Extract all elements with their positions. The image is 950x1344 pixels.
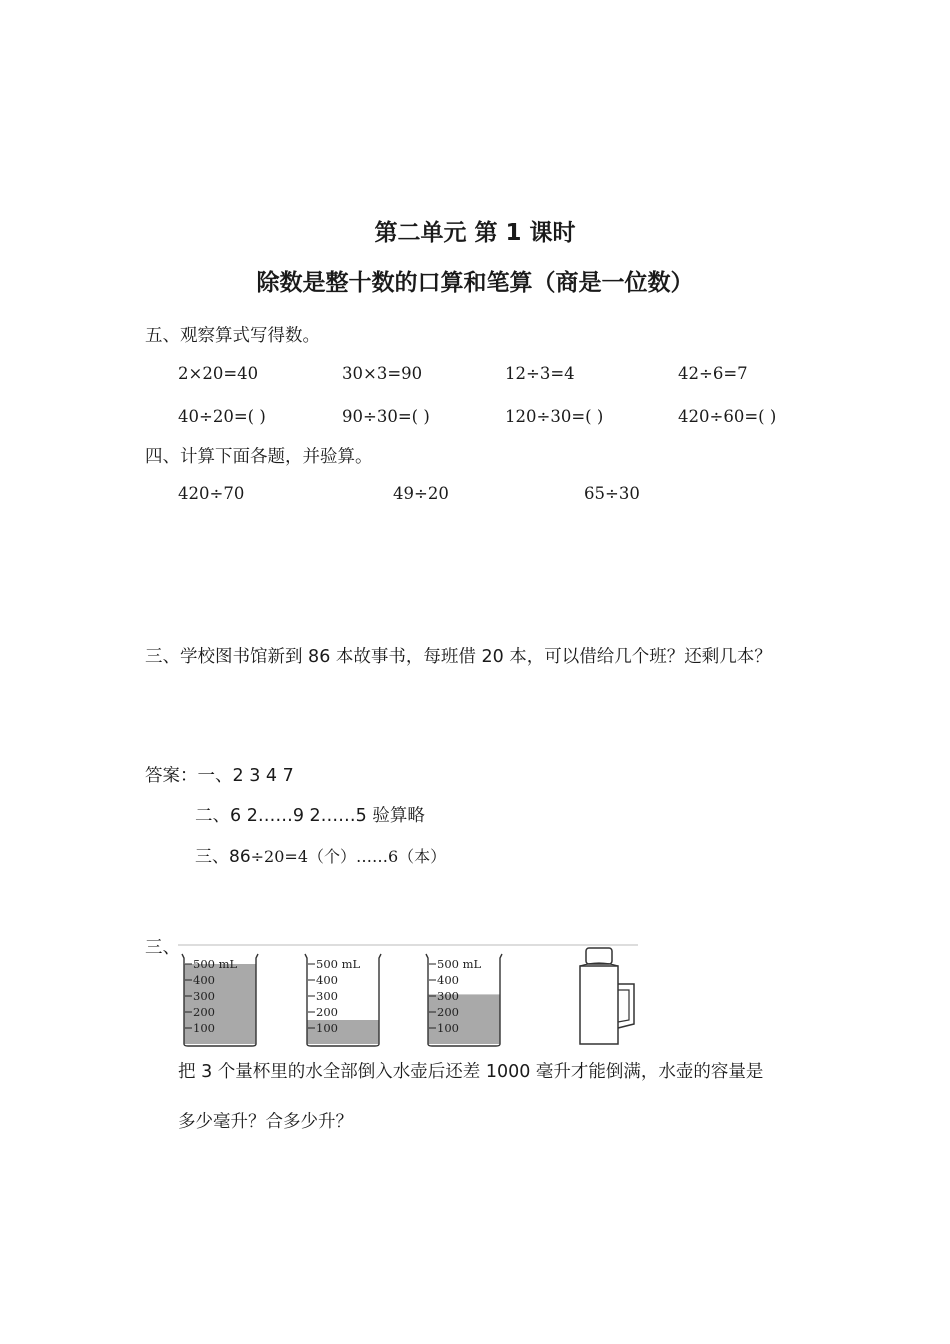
section3b-label: 三、 [145, 938, 180, 958]
kettle-icon [580, 948, 634, 1044]
beaker-300 [426, 954, 502, 1046]
beakers-illustration [178, 944, 638, 1048]
section5-heading: 五、观察算式写得数。 [145, 326, 320, 346]
scale-label: 500 mL [437, 957, 482, 971]
scale-label: 500 mL [193, 957, 238, 971]
scale-label: 200 [193, 1005, 215, 1019]
scale-label: 100 [193, 1021, 215, 1035]
answer-line-3-prefix: 三、86 [195, 847, 251, 867]
section5-question: 90÷30=( ) [342, 407, 430, 426]
section5-equation: 30×3=90 [342, 364, 423, 383]
answer-line-2: 二、6 2……9 2……5 验算略 [195, 806, 425, 826]
beaker-500-full [182, 954, 258, 1046]
section5-question: 420÷60=( ) [678, 407, 777, 426]
beaker-150 [305, 954, 381, 1046]
section4-heading: 四、计算下面各题，并验算。 [145, 447, 373, 467]
answer-line-1: 答案：一、2 3 4 7 [145, 766, 294, 786]
scale-label: 400 [437, 973, 459, 987]
section3-question: 三、学校图书馆新到 86 本故事书，每班借 20 本，可以借给几个班？还剩几本？ [145, 647, 772, 667]
section4-problem: 420÷70 [178, 484, 245, 503]
scale-label: 400 [316, 973, 338, 987]
scale-label: 300 [193, 989, 215, 1003]
answer-line-3 [195, 842, 446, 867]
page-title: 第二单元 第 1 课时 [374, 220, 576, 246]
scale-label: 300 [437, 989, 459, 1003]
section5-equation: 12÷3=4 [505, 364, 575, 383]
scale-label: 400 [193, 973, 215, 987]
scale-label: 200 [437, 1005, 459, 1019]
section5-question: 120÷30=( ) [505, 407, 604, 426]
section5-equation: 42÷6=7 [678, 364, 748, 383]
scale-label: 200 [316, 1005, 338, 1019]
scale-label: 100 [437, 1021, 459, 1035]
page-subtitle: 除数是整十数的口算和笔算（商是一位数） [256, 270, 694, 296]
scale-label: 500 mL [316, 957, 361, 971]
scale-label: 100 [316, 1021, 338, 1035]
scale-label: 300 [316, 989, 338, 1003]
section5-equation: 2×20=40 [178, 364, 259, 383]
section4-problem: 65÷30 [584, 484, 640, 503]
section3b-question-line1: 把 3 个量杯里的水全部倒入水壶后还差 1000 毫升才能倒满，水壶的容量是 [178, 1062, 764, 1082]
answer-line-3-rest: ÷20=4（个）……6（本） [250, 847, 447, 866]
section5-question: 40÷20=( ) [178, 407, 266, 426]
section3b-question-line2: 多少毫升？合多少升？ [178, 1112, 353, 1132]
section4-problem: 49÷20 [393, 484, 449, 503]
